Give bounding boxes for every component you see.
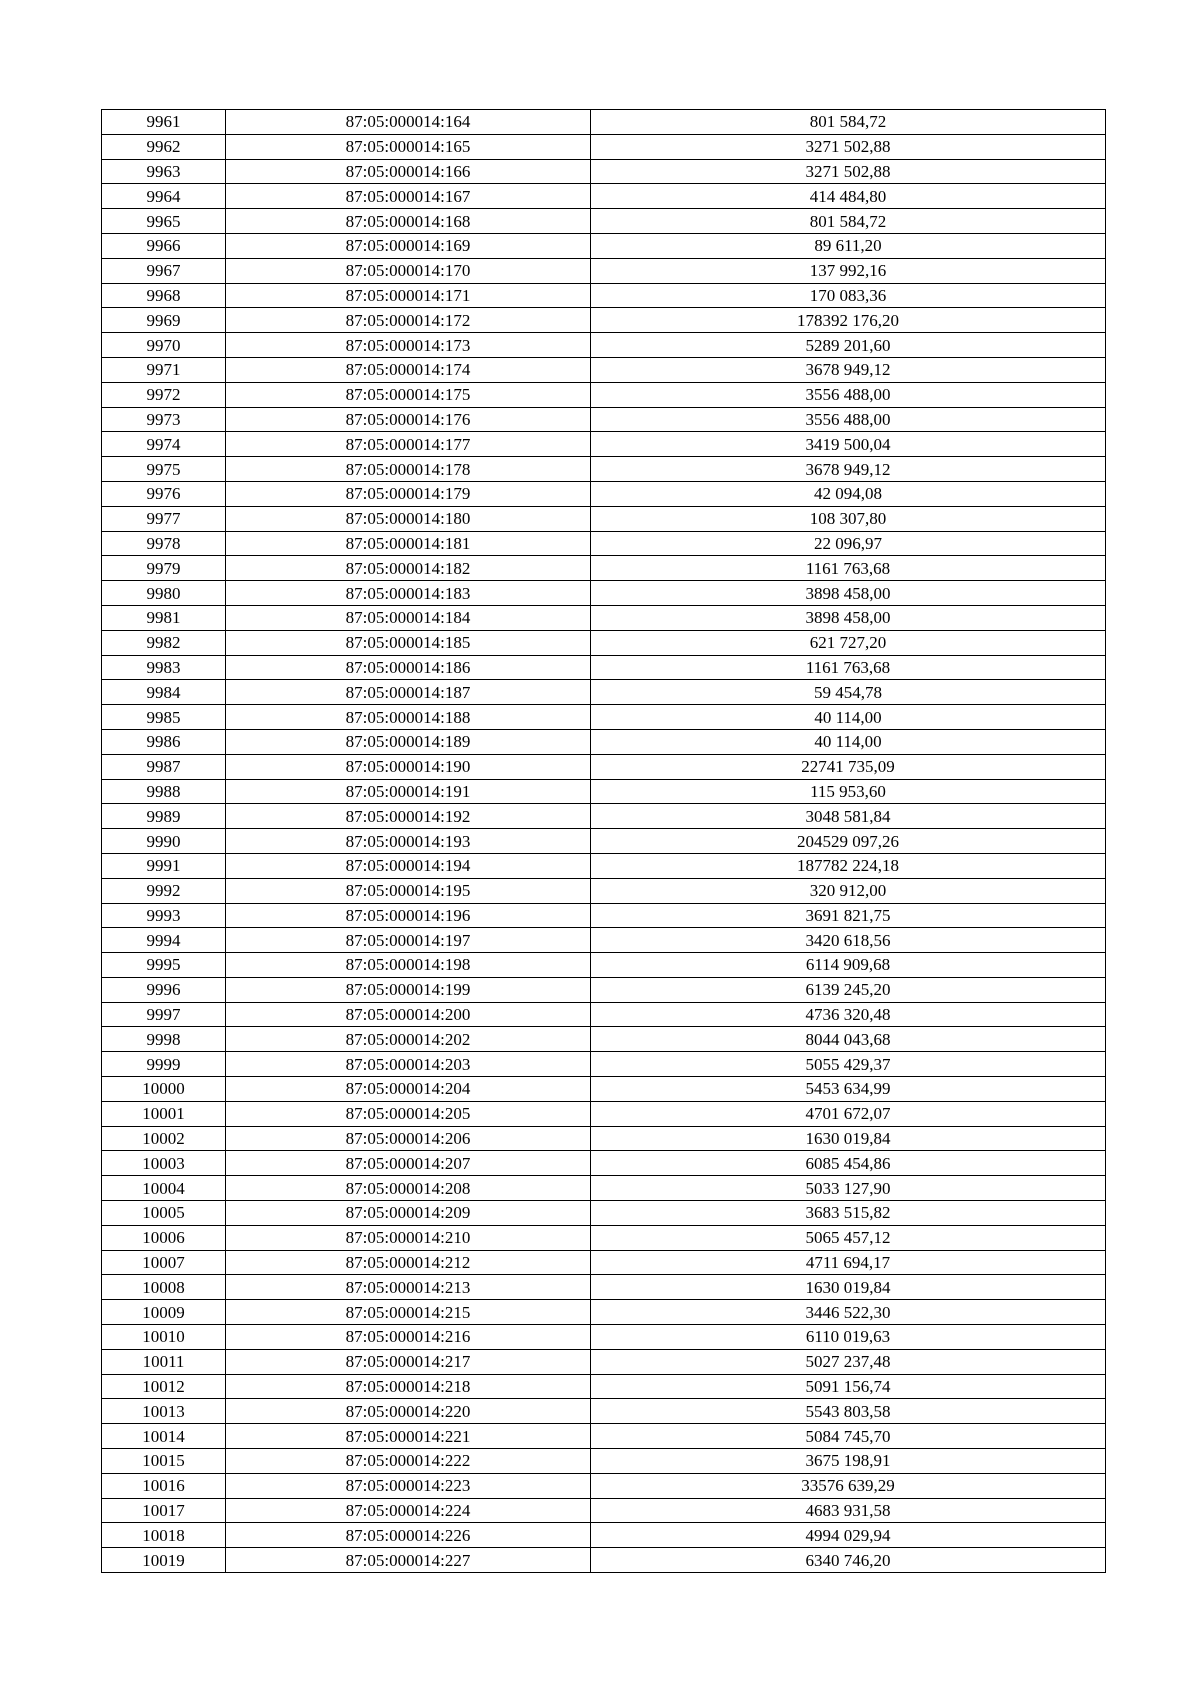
cadastral-number-cell: 87:05:000014:218 [226,1374,591,1399]
row-number-cell: 10010 [102,1325,226,1350]
cadastral-value-cell: 6139 245,20 [591,977,1106,1002]
cadastral-number-cell: 87:05:000014:207 [226,1151,591,1176]
row-number-cell: 9999 [102,1052,226,1077]
cadastral-number-cell: 87:05:000014:179 [226,481,591,506]
cadastral-value-cell: 3675 198,91 [591,1449,1106,1474]
table-row [102,1176,1106,1201]
table-row [102,1473,1106,1498]
cadastral-number-cell: 87:05:000014:191 [226,779,591,804]
cadastral-value-cell: 4711 694,17 [591,1250,1106,1275]
row-number-cell: 9987 [102,754,226,779]
cadastral-number-cell: 87:05:000014:212 [226,1250,591,1275]
row-number-cell: 9991 [102,853,226,878]
table-row [102,829,1106,854]
cadastral-value-cell: 170 083,36 [591,283,1106,308]
table-row [102,1275,1106,1300]
row-number-cell: 10007 [102,1250,226,1275]
row-number-cell: 9971 [102,357,226,382]
table-row [102,1052,1106,1077]
table-row [102,283,1106,308]
table-row [102,1250,1106,1275]
table-row [102,556,1106,581]
table-row [102,1101,1106,1126]
cadastral-value-cell: 3678 949,12 [591,357,1106,382]
row-number-cell: 9969 [102,308,226,333]
table-row [102,1349,1106,1374]
row-number-cell: 10006 [102,1225,226,1250]
cadastral-value-cell: 3691 821,75 [591,903,1106,928]
row-number-cell: 10005 [102,1201,226,1226]
cadastral-value-cell: 5033 127,90 [591,1176,1106,1201]
cadastral-value-cell: 4701 672,07 [591,1101,1106,1126]
table-row [102,1201,1106,1226]
row-number-cell: 9997 [102,1002,226,1027]
cadastral-number-cell: 87:05:000014:199 [226,977,591,1002]
cadastral-value-cell: 40 114,00 [591,705,1106,730]
row-number-cell: 9984 [102,680,226,705]
cadastral-number-cell: 87:05:000014:202 [226,1027,591,1052]
table-row [102,853,1106,878]
table-row [102,928,1106,953]
row-number-cell: 10013 [102,1399,226,1424]
cadastral-value-cell: 40 114,00 [591,729,1106,754]
cadastral-number-cell: 87:05:000014:174 [226,357,591,382]
cadastral-value-cell: 5289 201,60 [591,333,1106,358]
row-number-cell: 9995 [102,953,226,978]
cadastral-number-cell: 87:05:000014:223 [226,1473,591,1498]
table-row [102,110,1106,135]
cadastral-value-cell: 115 953,60 [591,779,1106,804]
cadastral-number-cell: 87:05:000014:193 [226,829,591,854]
cadastral-value-cell: 4736 320,48 [591,1002,1106,1027]
table-row [102,382,1106,407]
row-number-cell: 10004 [102,1176,226,1201]
row-number-cell: 9977 [102,506,226,531]
cadastral-value-cell: 5543 803,58 [591,1399,1106,1424]
row-number-cell: 10008 [102,1275,226,1300]
row-number-cell: 10012 [102,1374,226,1399]
cadastral-number-cell: 87:05:000014:171 [226,283,591,308]
cadastral-number-cell: 87:05:000014:203 [226,1052,591,1077]
cadastral-value-cell: 3271 502,88 [591,159,1106,184]
cadastral-number-cell: 87:05:000014:176 [226,407,591,432]
cadastral-value-cell: 5453 634,99 [591,1077,1106,1102]
cadastral-number-cell: 87:05:000014:190 [226,754,591,779]
row-number-cell: 9985 [102,705,226,730]
row-number-cell: 10016 [102,1473,226,1498]
table-row [102,804,1106,829]
table-row [102,506,1106,531]
cadastral-number-cell: 87:05:000014:222 [226,1449,591,1474]
cadastral-value-cell: 4994 029,94 [591,1523,1106,1548]
cadastral-number-cell: 87:05:000014:184 [226,605,591,630]
cadastral-number-cell: 87:05:000014:169 [226,233,591,258]
cadastral-number-cell: 87:05:000014:167 [226,184,591,209]
cadastral-number-cell: 87:05:000014:217 [226,1349,591,1374]
cadastral-number-cell: 87:05:000014:192 [226,804,591,829]
row-number-cell: 9973 [102,407,226,432]
cadastral-value-cell: 137 992,16 [591,258,1106,283]
row-number-cell: 9961 [102,110,226,135]
table-row [102,878,1106,903]
row-number-cell: 10018 [102,1523,226,1548]
cadastral-value-cell: 22 096,97 [591,531,1106,556]
row-number-cell: 9968 [102,283,226,308]
table-row [102,779,1106,804]
cadastral-number-cell: 87:05:000014:208 [226,1176,591,1201]
row-number-cell: 10000 [102,1077,226,1102]
table-row [102,209,1106,234]
row-number-cell: 9996 [102,977,226,1002]
cadastral-number-cell: 87:05:000014:168 [226,209,591,234]
row-number-cell: 10011 [102,1349,226,1374]
row-number-cell: 9970 [102,333,226,358]
table-row [102,1077,1106,1102]
table-row [102,1399,1106,1424]
cadastral-value-cell: 3683 515,82 [591,1201,1106,1226]
cadastral-value-cell: 414 484,80 [591,184,1106,209]
row-number-cell: 10001 [102,1101,226,1126]
cadastral-number-cell: 87:05:000014:216 [226,1325,591,1350]
cadastral-number-cell: 87:05:000014:183 [226,581,591,606]
table-row [102,705,1106,730]
table-row [102,630,1106,655]
cadastral-value-cell: 3048 581,84 [591,804,1106,829]
cadastral-value-cell: 621 727,20 [591,630,1106,655]
row-number-cell: 9992 [102,878,226,903]
table-row [102,1300,1106,1325]
cadastral-number-cell: 87:05:000014:177 [226,432,591,457]
row-number-cell: 9998 [102,1027,226,1052]
row-number-cell: 9990 [102,829,226,854]
cadastral-number-cell: 87:05:000014:220 [226,1399,591,1424]
table-row [102,407,1106,432]
table-row [102,903,1106,928]
table-row [102,1498,1106,1523]
row-number-cell: 10019 [102,1548,226,1573]
row-number-cell: 9963 [102,159,226,184]
row-number-cell: 10014 [102,1424,226,1449]
cadastral-number-cell: 87:05:000014:196 [226,903,591,928]
table-row [102,1523,1106,1548]
cadastral-value-cell: 33576 639,29 [591,1473,1106,1498]
cadastral-value-cell: 3678 949,12 [591,457,1106,482]
cadastral-value-table [101,109,1106,1573]
cadastral-number-cell: 87:05:000014:173 [226,333,591,358]
cadastral-number-cell: 87:05:000014:182 [226,556,591,581]
table-row [102,953,1106,978]
cadastral-value-cell: 3419 500,04 [591,432,1106,457]
cadastral-value-cell: 5027 237,48 [591,1349,1106,1374]
cadastral-value-cell: 1161 763,68 [591,655,1106,680]
cadastral-number-cell: 87:05:000014:210 [226,1225,591,1250]
table-row [102,134,1106,159]
table-row [102,1548,1106,1573]
cadastral-value-cell: 5055 429,37 [591,1052,1106,1077]
row-number-cell: 9994 [102,928,226,953]
table-row [102,1002,1106,1027]
cadastral-value-cell: 6340 746,20 [591,1548,1106,1573]
cadastral-number-cell: 87:05:000014:206 [226,1126,591,1151]
row-number-cell: 9981 [102,605,226,630]
row-number-cell: 9972 [102,382,226,407]
cadastral-number-cell: 87:05:000014:172 [226,308,591,333]
table-row [102,1424,1106,1449]
table-row [102,754,1106,779]
cadastral-number-cell: 87:05:000014:186 [226,655,591,680]
row-number-cell: 10009 [102,1300,226,1325]
cadastral-number-cell: 87:05:000014:215 [226,1300,591,1325]
table-row [102,655,1106,680]
cadastral-number-cell: 87:05:000014:187 [226,680,591,705]
cadastral-value-cell: 42 094,08 [591,481,1106,506]
table-row [102,258,1106,283]
cadastral-value-cell: 59 454,78 [591,680,1106,705]
cadastral-value-cell: 6085 454,86 [591,1151,1106,1176]
table-row [102,1374,1106,1399]
row-number-cell: 10002 [102,1126,226,1151]
cadastral-value-cell: 1630 019,84 [591,1275,1106,1300]
table-row [102,1449,1106,1474]
cadastral-number-cell: 87:05:000014:170 [226,258,591,283]
cadastral-value-cell: 89 611,20 [591,233,1106,258]
cadastral-number-cell: 87:05:000014:165 [226,134,591,159]
cadastral-number-cell: 87:05:000014:209 [226,1201,591,1226]
table-row [102,457,1106,482]
table-row [102,357,1106,382]
table-row [102,1325,1106,1350]
row-number-cell: 9982 [102,630,226,655]
table-row [102,977,1106,1002]
cadastral-number-cell: 87:05:000014:175 [226,382,591,407]
row-number-cell: 9974 [102,432,226,457]
cadastral-value-cell: 8044 043,68 [591,1027,1106,1052]
cadastral-value-cell: 178392 176,20 [591,308,1106,333]
table-row [102,605,1106,630]
cadastral-value-cell: 5084 745,70 [591,1424,1106,1449]
table-row [102,1027,1106,1052]
row-number-cell: 9967 [102,258,226,283]
row-number-cell: 10017 [102,1498,226,1523]
cadastral-value-cell: 320 912,00 [591,878,1106,903]
cadastral-number-cell: 87:05:000014:164 [226,110,591,135]
row-number-cell: 9965 [102,209,226,234]
table-row [102,1126,1106,1151]
cadastral-value-cell: 22741 735,09 [591,754,1106,779]
row-number-cell: 9966 [102,233,226,258]
cadastral-value-cell: 6110 019,63 [591,1325,1106,1350]
row-number-cell: 9976 [102,481,226,506]
table-row [102,184,1106,209]
row-number-cell: 9983 [102,655,226,680]
cadastral-value-cell: 3556 488,00 [591,382,1106,407]
cadastral-value-cell: 3556 488,00 [591,407,1106,432]
cadastral-number-cell: 87:05:000014:221 [226,1424,591,1449]
cadastral-number-cell: 87:05:000014:198 [226,953,591,978]
cadastral-value-cell: 801 584,72 [591,110,1106,135]
cadastral-number-cell: 87:05:000014:224 [226,1498,591,1523]
table-body [102,110,1106,1573]
cadastral-number-cell: 87:05:000014:185 [226,630,591,655]
table-row [102,1225,1106,1250]
row-number-cell: 9975 [102,457,226,482]
table-row [102,432,1106,457]
cadastral-number-cell: 87:05:000014:205 [226,1101,591,1126]
cadastral-value-cell: 6114 909,68 [591,953,1106,978]
cadastral-number-cell: 87:05:000014:197 [226,928,591,953]
cadastral-number-cell: 87:05:000014:181 [226,531,591,556]
row-number-cell: 9988 [102,779,226,804]
cadastral-value-cell: 5091 156,74 [591,1374,1106,1399]
cadastral-value-cell: 204529 097,26 [591,829,1106,854]
cadastral-value-cell: 3898 458,00 [591,581,1106,606]
cadastral-value-cell: 5065 457,12 [591,1225,1106,1250]
cadastral-value-cell: 3446 522,30 [591,1300,1106,1325]
cadastral-number-cell: 87:05:000014:189 [226,729,591,754]
cadastral-value-cell: 3898 458,00 [591,605,1106,630]
row-number-cell: 10003 [102,1151,226,1176]
cadastral-value-cell: 1630 019,84 [591,1126,1106,1151]
table-row [102,581,1106,606]
cadastral-number-cell: 87:05:000014:195 [226,878,591,903]
cadastral-number-cell: 87:05:000014:178 [226,457,591,482]
table-row [102,233,1106,258]
table-row [102,308,1106,333]
cadastral-number-cell: 87:05:000014:213 [226,1275,591,1300]
cadastral-value-cell: 187782 224,18 [591,853,1106,878]
row-number-cell: 9989 [102,804,226,829]
cadastral-number-cell: 87:05:000014:200 [226,1002,591,1027]
cadastral-value-cell: 108 307,80 [591,506,1106,531]
table-row [102,729,1106,754]
table-row [102,531,1106,556]
cadastral-number-cell: 87:05:000014:194 [226,853,591,878]
row-number-cell: 9962 [102,134,226,159]
cadastral-number-cell: 87:05:000014:166 [226,159,591,184]
cadastral-value-cell: 3271 502,88 [591,134,1106,159]
cadastral-value-cell: 1161 763,68 [591,556,1106,581]
cadastral-number-cell: 87:05:000014:188 [226,705,591,730]
row-number-cell: 9979 [102,556,226,581]
cadastral-number-cell: 87:05:000014:227 [226,1548,591,1573]
cadastral-number-cell: 87:05:000014:180 [226,506,591,531]
row-number-cell: 9980 [102,581,226,606]
table-row [102,680,1106,705]
table-row [102,1151,1106,1176]
table-row [102,333,1106,358]
cadastral-value-cell: 3420 618,56 [591,928,1106,953]
row-number-cell: 9964 [102,184,226,209]
table-row [102,481,1106,506]
table-row [102,159,1106,184]
cadastral-number-cell: 87:05:000014:204 [226,1077,591,1102]
cadastral-value-cell: 4683 931,58 [591,1498,1106,1523]
row-number-cell: 10015 [102,1449,226,1474]
row-number-cell: 9986 [102,729,226,754]
cadastral-value-cell: 801 584,72 [591,209,1106,234]
row-number-cell: 9978 [102,531,226,556]
cadastral-number-cell: 87:05:000014:226 [226,1523,591,1548]
row-number-cell: 9993 [102,903,226,928]
